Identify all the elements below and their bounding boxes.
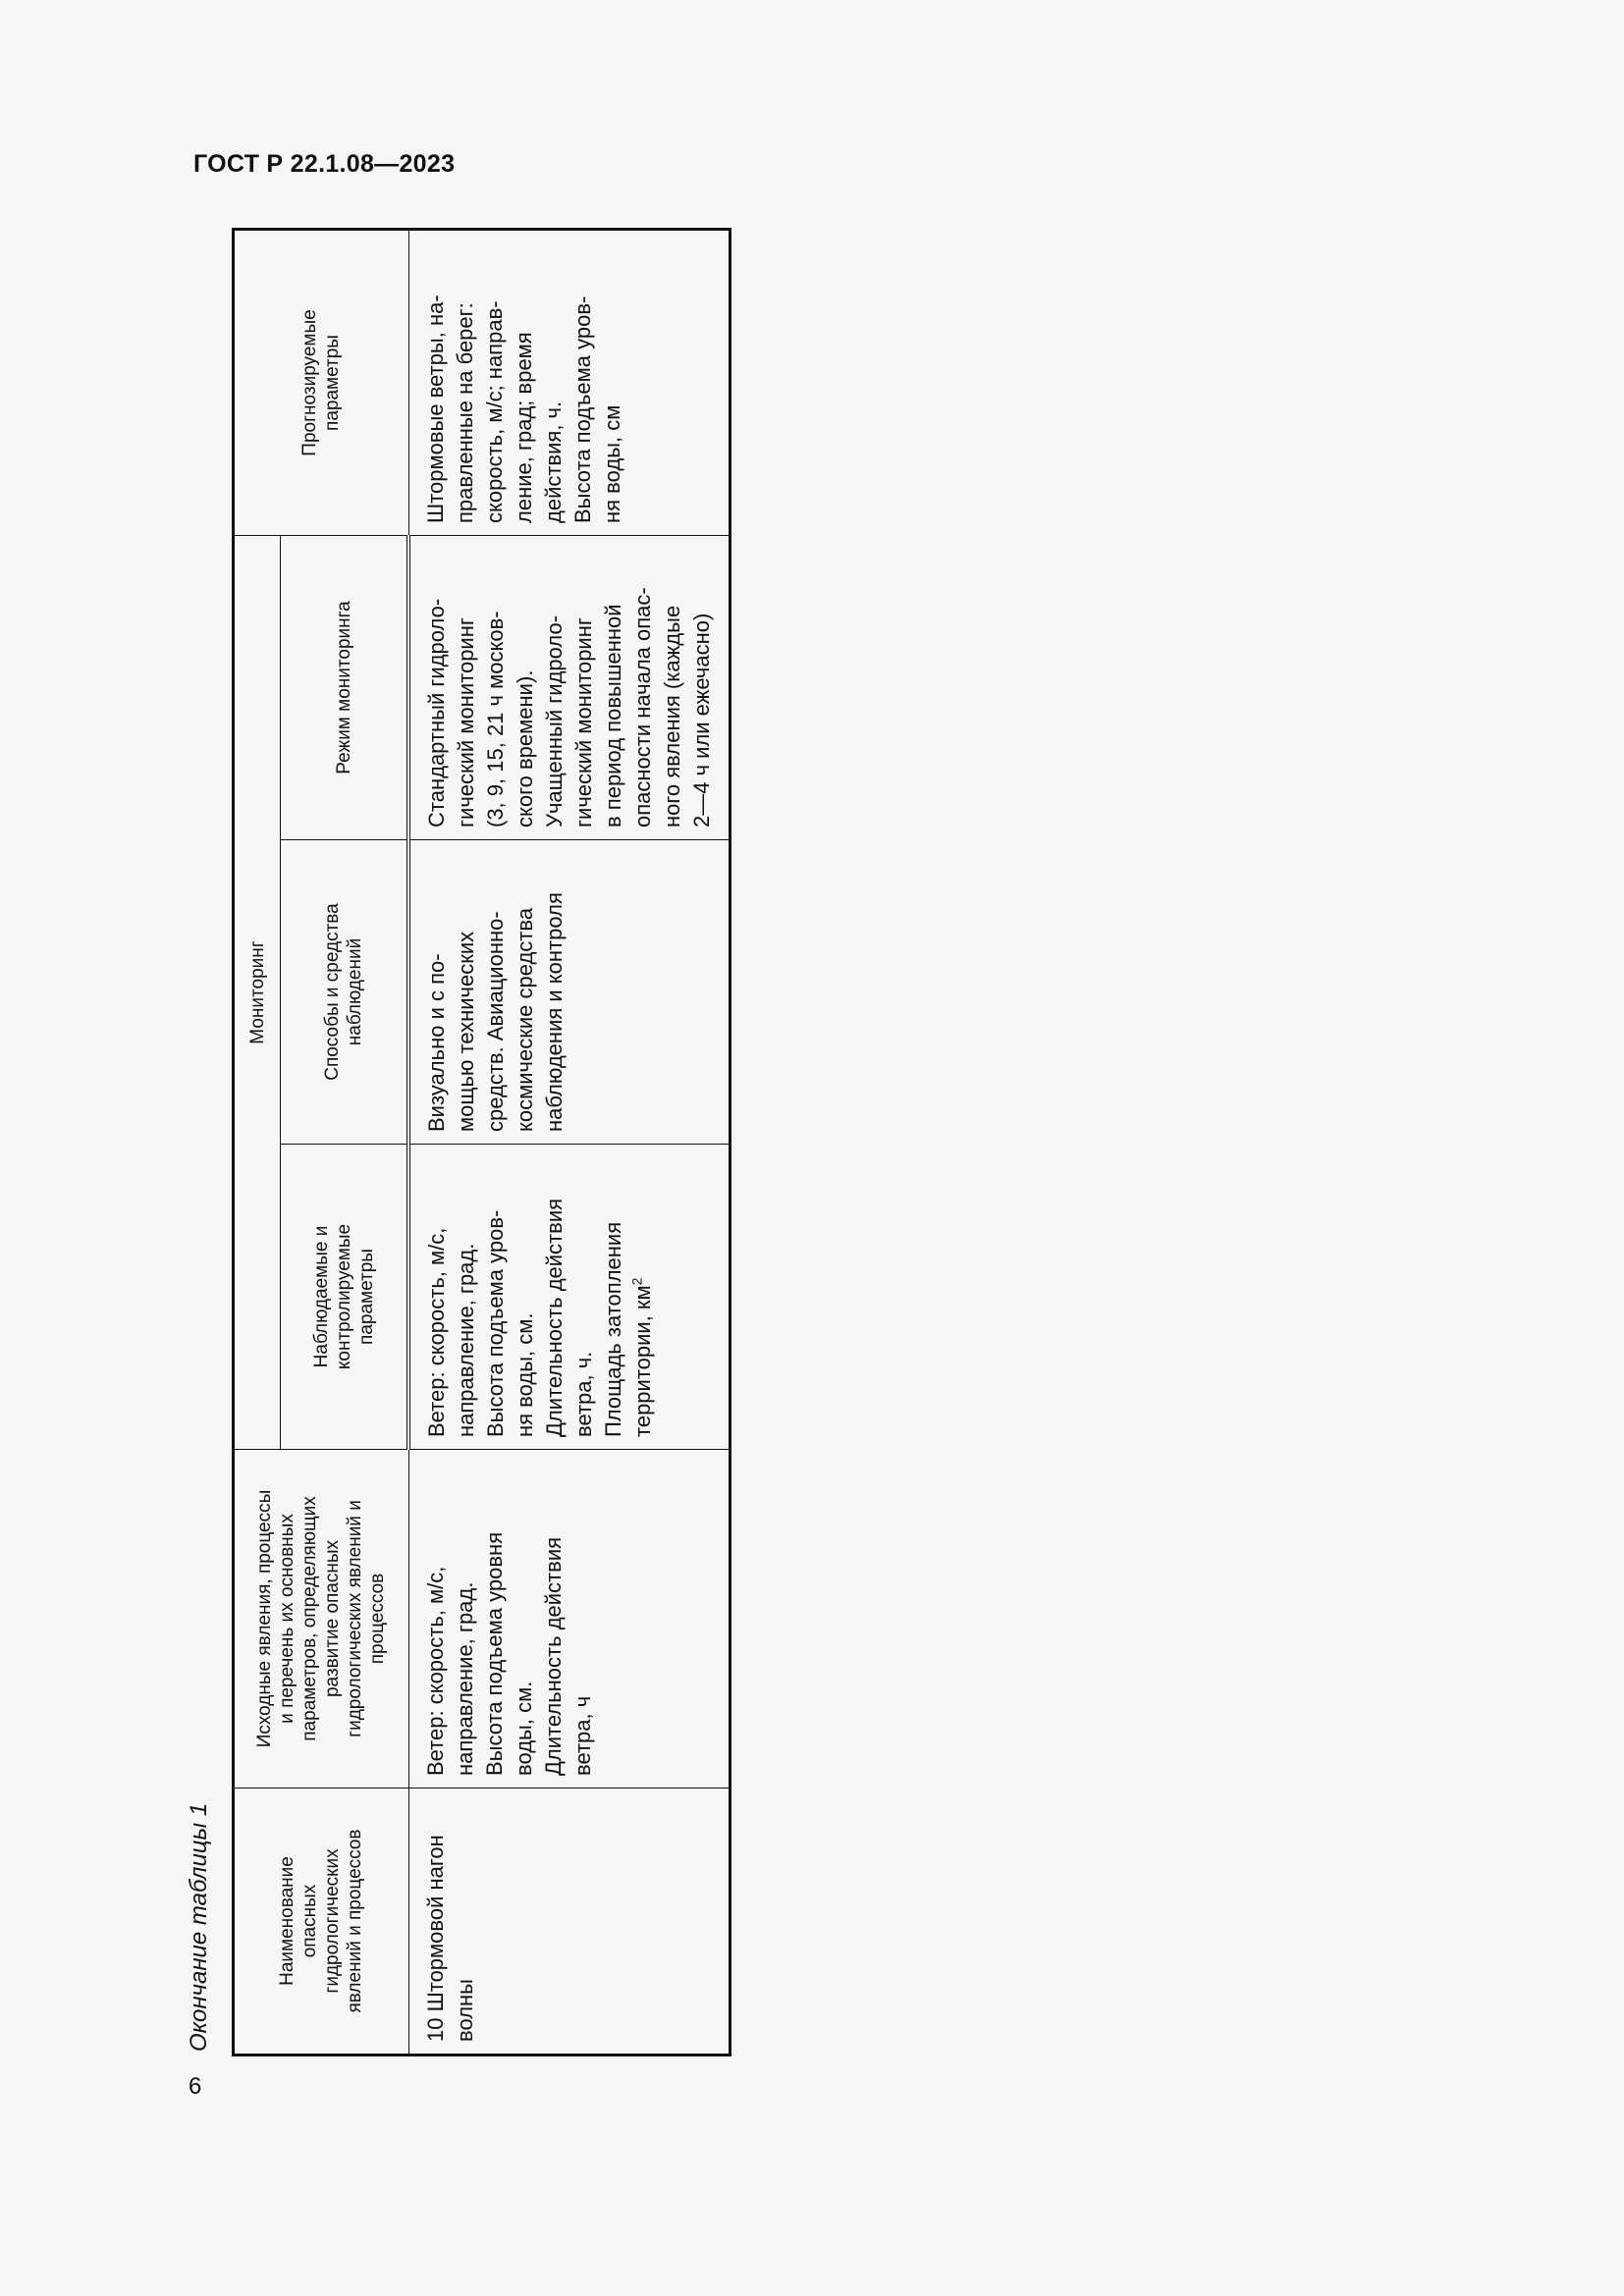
cell-observed: [408, 1145, 731, 1450]
text-line: ного явления (каждые: [660, 605, 684, 828]
text-line: ского времени).: [513, 669, 537, 828]
text-line: Высота подъема уров-: [569, 295, 595, 523]
text-line: Ветер: скорость, м/с,: [424, 1227, 449, 1437]
text-line: (3, 9, 15, 21 ч москов-: [483, 611, 508, 828]
text-line: ня воды, см.: [513, 1312, 537, 1437]
text-line: Стандартный гидроло-: [424, 598, 449, 828]
caption-wrapper: [186, 1796, 215, 2052]
cell-mode: [408, 536, 731, 840]
text-line: ня воды, см: [599, 404, 624, 523]
text-line: Наблюдаемые и: [310, 1225, 332, 1368]
text-line: параметры: [355, 1249, 377, 1345]
header-row-1: [234, 230, 281, 2056]
text-line: космические средства: [513, 907, 537, 1132]
page-number: 6: [189, 2073, 202, 2100]
text-line: Наименование: [277, 1856, 298, 1986]
table-caption: Окончание таблицы 1: [186, 1802, 212, 2052]
text-line: контролируемые: [333, 1223, 354, 1370]
text-line: развитие опасных: [322, 1539, 344, 1698]
text-line: средств. Авиационно-: [483, 911, 508, 1132]
header-mode: Режим мониторинга: [281, 536, 409, 840]
text-line: 2—4 ч или ежечасно): [689, 613, 714, 828]
header-name: [234, 1789, 409, 2056]
text-line: волны: [452, 1979, 477, 2042]
text-line: опасности начала опас-: [630, 587, 655, 828]
document-header: ГОСТ Р 22.1.08—2023: [193, 150, 456, 178]
text-line: ление, град; время: [511, 332, 536, 523]
rotated-table: [232, 231, 718, 2056]
text-line: и перечень их основных: [277, 1514, 298, 1724]
text-line: процессов: [367, 1573, 389, 1665]
text-line: Ветер: скорость, м/с,: [422, 1566, 448, 1776]
text-line: явлений и процессов: [345, 1829, 366, 2013]
cell-observed-last: [628, 1156, 658, 1437]
text-line: правленные на берег:: [452, 302, 477, 523]
text-line: гический мониторинг: [454, 617, 478, 828]
cell-name: [408, 1789, 731, 2056]
cell-methods: [408, 840, 731, 1145]
text-line: скорость, м/с; направ-: [481, 300, 507, 523]
text-line: параметров, определяющих: [299, 1496, 321, 1741]
text-line: параметры: [322, 335, 344, 431]
text-line: гидрологических явлений и: [345, 1500, 366, 1737]
observed-superscript: 2: [628, 1277, 645, 1286]
cell-forecast: [408, 230, 731, 536]
header-observed: [281, 1145, 409, 1450]
text-line: опасных: [299, 1884, 321, 1958]
table-holder: [232, 231, 718, 2056]
header-source: [234, 1450, 409, 1789]
text-line: Площадь затопления: [601, 1221, 625, 1437]
text-line: в период повышенной: [601, 604, 625, 828]
table-row: [408, 230, 731, 2056]
header-monitoring: Мониторинг: [234, 536, 281, 1450]
text-line: Способы и средства: [322, 903, 343, 1081]
text-line: наблюдения и контроля: [542, 892, 567, 1132]
text-line: направление, град.: [452, 1581, 477, 1776]
observed-last-text: территории, км: [630, 1285, 655, 1437]
cell-source: [408, 1450, 731, 1789]
text-line: Длительность действия: [540, 1536, 566, 1776]
text-line: Штормовые ветры, на-: [422, 294, 448, 523]
text-line: направление, град.: [454, 1243, 478, 1437]
text-line: гидрологических: [322, 1848, 344, 1994]
cell-observed-lines: [422, 1156, 628, 1437]
text-line: воды, см.: [511, 1681, 536, 1776]
text-line: ветра, ч.: [571, 1351, 596, 1437]
text-line: гический мониторинг: [571, 617, 596, 828]
text-line: ветра, ч: [569, 1695, 595, 1776]
header-forecast: [234, 230, 409, 536]
data-table: [232, 228, 731, 2056]
text-line: Высота подъема уровня: [481, 1531, 507, 1776]
text-line: Высота подъема уров-: [483, 1209, 508, 1437]
text-line: мощью технических: [454, 931, 478, 1132]
header-methods: [281, 840, 409, 1145]
text-line: Визуально и с по-: [424, 953, 449, 1132]
text-line: наблюдений: [345, 937, 365, 1046]
text-line: Исходные явления, процессы: [254, 1489, 276, 1748]
text-line: Прогнозируемые: [299, 309, 321, 456]
text-line: Учащенный гидроло-: [542, 614, 567, 828]
text-line: действия, ч.: [540, 400, 566, 523]
text-line: Длительность действия: [542, 1198, 567, 1437]
text-line: 10 Штормовой нагон: [422, 1835, 448, 2042]
